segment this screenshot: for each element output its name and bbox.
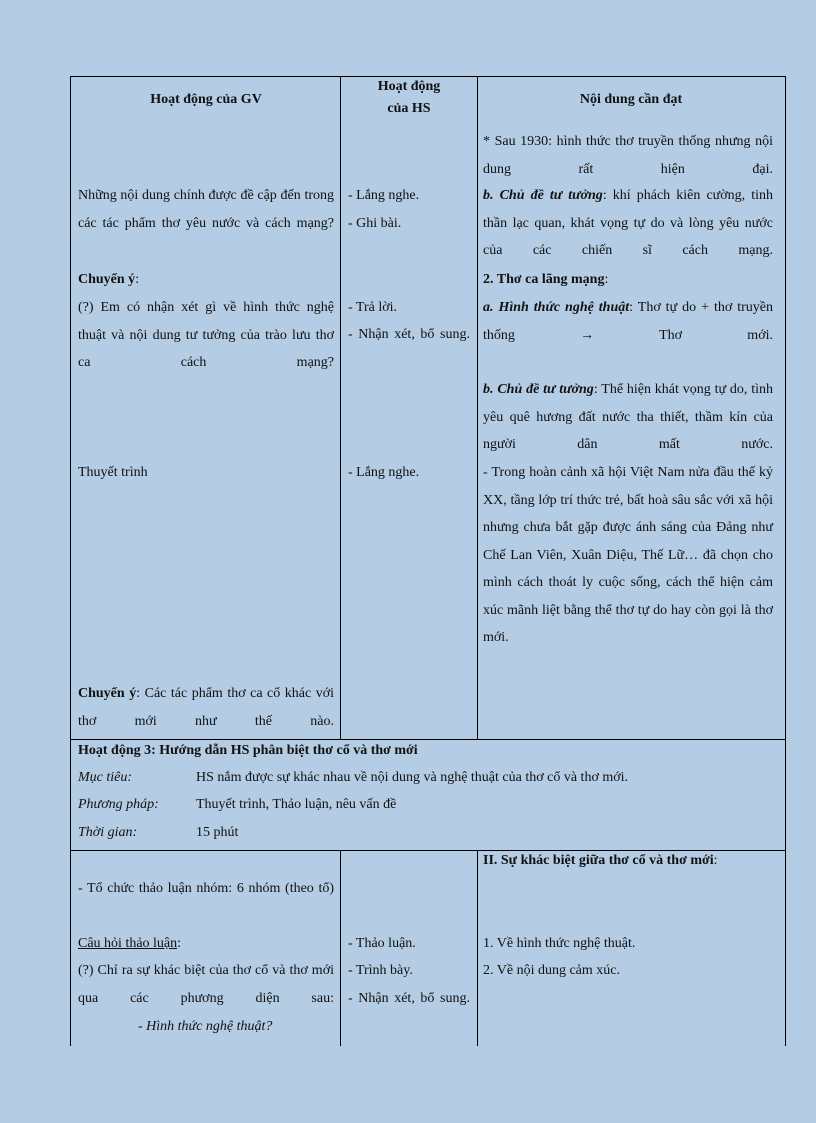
- time-label: Thời gian: [78, 825, 133, 840]
- chuyen-y-colon: :: [135, 272, 140, 287]
- gv-group-discussion-text: - Tổ chức thảo luận nhóm: 6 nhóm (theo tổ): [78, 881, 334, 896]
- hs-comment: [348, 321, 470, 349]
- gv-sub-question: [138, 1013, 334, 1041]
- hs-comment-2-text: - Nhận xét, bổ sung.: [348, 991, 470, 1006]
- gv-sub-question-text: - Hình thức nghệ thuật?: [138, 1019, 273, 1034]
- nd-item-content: 2. Về nội dung cảm xúc.: [483, 963, 620, 978]
- column-divider-1b: [340, 850, 341, 1046]
- nd-art-form: [483, 294, 773, 349]
- nd-post-1930-text: * Sau 1930: hình thức thơ truyền thống nhưng nội dung rất hiện đại.: [483, 134, 773, 177]
- nd-theme-label: b. Chủ đề tư tưởng: [483, 188, 603, 203]
- hs-listen-2: - Lắng nghe.: [348, 465, 420, 480]
- hs-comment-2: [348, 985, 470, 1013]
- gv-transition-2: [78, 680, 334, 735]
- gv-question-main-content: [78, 182, 334, 237]
- gv-discussion-question: [78, 957, 334, 1012]
- table-border-right: [785, 76, 786, 1046]
- gv-transition-1: [78, 266, 334, 294]
- gv-question-form-content: [78, 294, 334, 377]
- activity3-title: [78, 737, 778, 765]
- chuyen-y2-text: : Các tác phẩm thơ ca cổ khác với thơ mới như thế nào.: [78, 686, 335, 729]
- activity3-time: Thời gian: 15 phút: [78, 825, 239, 840]
- method-text: Thuyết trình, Thảo luận, nêu vấn đề: [196, 797, 397, 812]
- hs-discuss: - Thảo luận.: [348, 936, 416, 951]
- gv-discussion-question-text: (?) Chỉ ra sự khác biệt của thơ cổ và thơ mới qua các phương diện sau:: [78, 963, 334, 1006]
- gv-presentation: Thuyết trình: [78, 465, 148, 480]
- nd-art-form-text: : Thơ tự do + thơ truyền thống → Thơ mới.: [483, 300, 773, 343]
- discussion-label-colon: :: [177, 936, 182, 951]
- header-hs: [346, 76, 472, 120]
- column-divider-2b: [477, 850, 478, 1046]
- nd-theme-text: : khí phách kiên cường, tinh thần lạc quan, khát vọng tự do và lòng yêu nước của các chiến sĩ cách mạng.: [483, 188, 774, 258]
- gv-question-text: Những nội dung chính được đề cập đến trong các tác phẩm thơ yêu nước và cách mạng?: [78, 188, 334, 231]
- hs-comment-text: - Nhận xét, bổ sung.: [348, 327, 470, 342]
- activity3-method: Phương pháp: Thuyết trình, Thảo luận, nêu vấn đề: [78, 797, 397, 812]
- discussion-label-text: Câu hỏi thảo luận: [78, 936, 178, 951]
- table-border-left: [70, 76, 71, 1046]
- nd-context-text: - Trong hoàn cảnh xã hội Việt Nam nửa đầu thế kỷ XX, tầng lớp trí thức trẻ, bất hoà sâu sắc với xã hội nhưng chưa bắt gặp được ánh sáng của Đảng như Chế Lan Viên, Xuân Diệu, Thế Lữ… đã chọn cho mình cách thoát ly cuộc sống, cách thể hiện cảm xúc mãnh liệt bằng thể thơ tự do hay còn gọi là thơ mới.: [483, 465, 773, 645]
- header-hs-line2: của HS: [387, 101, 431, 116]
- nd-romantic-colon: :: [604, 272, 609, 287]
- nd-post-1930: [483, 128, 773, 183]
- header-gv: Hoạt động của GV: [150, 92, 262, 107]
- method-label: Phương pháp: [78, 797, 155, 812]
- activity3-title-text: Hoạt động 3: Hướng dẫn HS phân biệt thơ cổ và thơ mới: [78, 743, 418, 758]
- nd-difference-title: [483, 847, 779, 875]
- nd-art-form-label: a. Hình thức nghệ thuật: [483, 300, 630, 315]
- hs-listen: - Lắng nghe.: [348, 188, 420, 203]
- hs-present: - Trình bày.: [348, 963, 413, 978]
- objective-label: Mục tiêu: [78, 770, 128, 785]
- header-nd: Nội dung cần đạt: [579, 92, 683, 107]
- gv-question2-text: (?) Em có nhận xét gì về hình thức nghệ thuật và nội dung tư tưởng của trào lưu thơ ca cách mạng?: [78, 300, 334, 370]
- nd-theme2-text: : Thể hiện khát vọng tự do, tình yêu quê hương đất nước tha thiết, thầm kín của người dân mất nước.: [483, 382, 773, 452]
- nd-difference-title-text: II. Sự khác biệt giữa thơ cổ và thơ mới: [483, 853, 714, 868]
- nd-romantic-label: 2. Thơ ca lãng mạng: [483, 272, 605, 287]
- nd-theme-romantic: [483, 376, 773, 459]
- gv-discussion-question-label: [78, 930, 334, 958]
- chuyen-y-label: Chuyển ý: [78, 272, 136, 287]
- time-text: 15 phút: [196, 825, 239, 840]
- nd-romantic-poetry: [483, 266, 773, 294]
- gv-group-discussion: [78, 875, 334, 903]
- activity3-objective: Mục tiêu: HS nắm được sự khác nhau về nội dung và nghệ thuật của thơ cổ và thơ mới.: [78, 770, 629, 785]
- column-divider-1a: [340, 76, 341, 740]
- nd-item-art-form: 1. Về hình thức nghệ thuật.: [483, 936, 636, 951]
- nd-difference-title-colon: :: [713, 853, 718, 868]
- header-hs-line1: Hoạt động: [377, 79, 441, 94]
- nd-theme-revolutionary: [483, 182, 773, 265]
- objective-text: HS nắm được sự khác nhau về nội dung và nghệ thuật của thơ cổ và thơ mới.: [196, 770, 629, 785]
- nd-context: [483, 459, 773, 652]
- hs-take-notes: - Ghi bài.: [348, 216, 402, 231]
- nd-theme2-label: b. Chủ đề tư tưởng: [483, 382, 594, 397]
- hs-answer: - Trả lời.: [348, 300, 398, 315]
- column-divider-2a: [477, 76, 478, 740]
- chuyen-y2-label: Chuyển ý: [78, 686, 137, 701]
